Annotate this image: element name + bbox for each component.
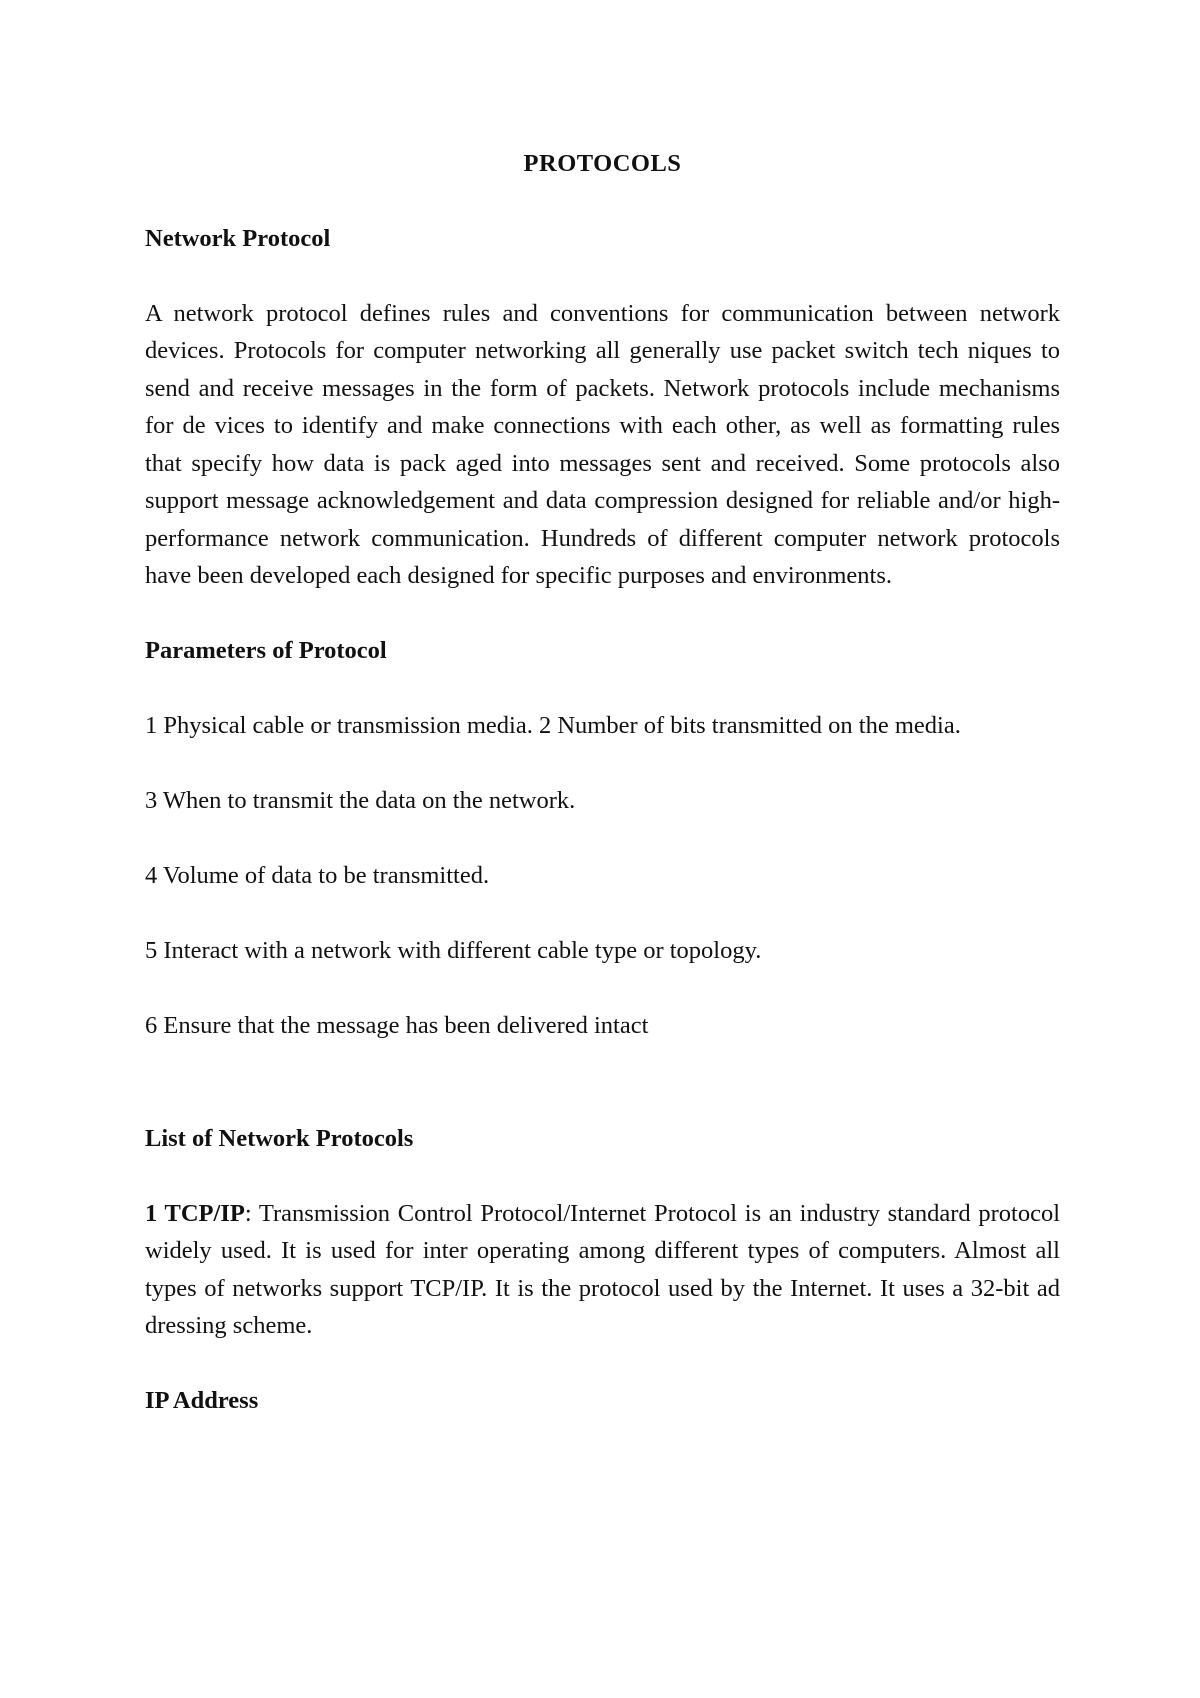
parameter-item: 4 Volume of data to be transmitted.	[145, 862, 490, 889]
paragraph-tcpip	[145, 1195, 1060, 1345]
paragraph-network-protocol: A network protocol defines rules and conventions for communication between network devices. Protocols for computer networking all generally use packet switch tech niques to send and receive messages in the form of packets. Network protocols include mechanisms for de vices to identify and make connections with each other, as well as formatting rules that specify how data is pack aged into messages sent and received. Some protocols also support message acknowledgement and data compression designed for reliable and/or high-performance network communication. Hundreds of different computer network protocols have been developed each designed for specific purposes and environments.	[145, 299, 1060, 589]
heading-network-protocol: Network Protocol	[145, 224, 331, 252]
tcpip-lead: 1 TCP/IP	[145, 1199, 245, 1227]
parameter-item: 1 Physical cable or transmission media. 2 Number of bits transmitted on the media.	[145, 712, 961, 739]
document-title: PROTOCOLS	[523, 150, 682, 177]
parameter-item: 3 When to transmit the data on the network.	[145, 787, 576, 814]
parameter-item: 5 Interact with a network with different cable type or topology.	[145, 937, 762, 964]
heading-parameters-of-protocol: Parameters of Protocol	[145, 637, 387, 664]
heading-list-of-network-protocols: List of Network Protocols	[145, 1124, 414, 1152]
tcpip-text: : Transmission Control Protocol/Internet Protocol is an industry standard protocol widely used. It is used for inter operating among different types of computers. Almost all types of networks support TCP/IP. It is the protocol used by the Internet. It uses a 32-bit ad dressing scheme.	[145, 1199, 1060, 1339]
heading-ip-address: IP Address	[145, 1387, 259, 1414]
document-body	[145, 145, 1060, 1457]
parameter-item: 6 Ensure that the message has been delivered intact	[145, 1012, 649, 1039]
